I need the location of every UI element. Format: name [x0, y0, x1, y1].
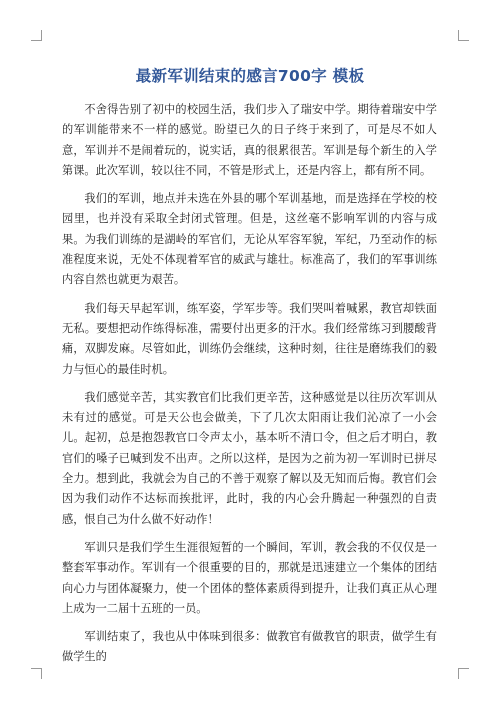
paragraph-4: 我们感觉辛苦，其实教官们比我们更辛苦，这种感觉是以往历次军训从未有过的感觉。可是天公也会做美，下了几次太阳雨让我们沁凉了一小会儿。起初，总是抱怨教官口令声太小，基本听不清口令，但之后才明白，教官们的嗓子已喊到发不出声。之所以这样，是因为之前为初一军训时已拼尽全力。想到此，我就会为自己的不善于观察了解以及无知而后悔。教官们会因为我们动作不达标而挨批评，此时，我的内心会升腾起一种强烈的自责感，恨自己为什么做不好动作！ — [62, 390, 437, 526]
document-title: 最新军训结束的感言700字 模板 — [135, 67, 365, 85]
page-corner-mark-bottom-right — [458, 668, 469, 679]
paragraph-2: 我们的军训，地点并未选在外县的哪个军训基地，而是选择在学校的校园里，也并没有采取全封闭式管理。但是，这丝毫不影响军训的内容与成果。为我们训练的是湖岭的军官们，无论从军容军貌，军纪，乃至动作的标准程度来说，无处不体现着军官的威武与雄壮。标准高了，我们的军事训练内容自然也就更为艰苦。 — [62, 192, 437, 287]
page-corner-mark-top-right — [458, 30, 469, 41]
page-corner-mark-top-left — [31, 30, 42, 41]
page-corner-mark-bottom-left — [31, 668, 42, 679]
paragraph-1: 不舍得告别了初中的校园生活，我们步入了瑞安中学。期待着瑞安中学的军训能带来不一样的感觉。盼望已久的日子终于来到了，可是尽不如人意，军训并不是闹着玩的，说实话，真的很累很苦。军训是每个新生的入学第课。此次军训，较以往不同，不管是形式上，还是内容上，都有所不同。 — [62, 103, 437, 177]
paragraph-3: 我们每天早起军训，练军姿，学军步等。我们哭叫着喊累，教官却铁面无私。要想把动作练得标准，需要付出更多的汗水。我们经常练习到腰酸背痛，双脚发麻。尽管如此，训练仍会继续，这种时刻，往往是磨练我们的毅力与恒心的最佳时机。 — [62, 301, 437, 376]
paragraph-6: 军训结束了，我也从中体味到很多：做教官有做教官的职责，做学生有做学生的 — [62, 630, 437, 664]
document-body — [62, 100, 437, 676]
paragraph-5: 军训只是我们学生生涯很短暂的一个瞬间，军训，教会我的不仅仅是一整套军事动作。军训有一个很重要的目的，那就是迅速建立一个集体的团结向心力与团体凝聚力，使一个团体的整体素质得到提升，让我们真正从心理上成为一二届十五班的一员。 — [62, 540, 437, 615]
